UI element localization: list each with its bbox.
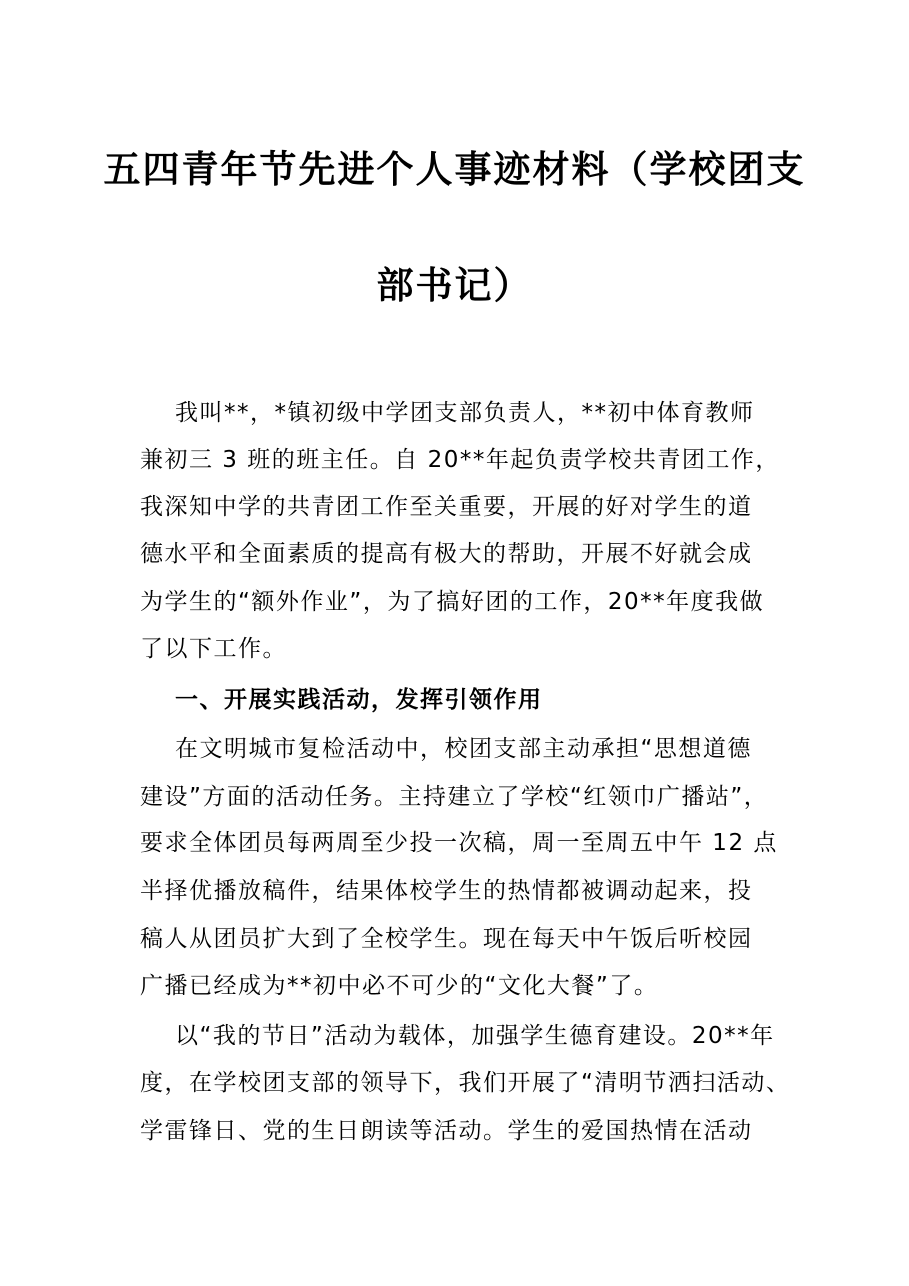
paragraph-2-line-3: 要求全体团员每两周至少投一次稿，周一至周五中午 12 点 <box>140 830 778 856</box>
document-title-line-1: 五四青年节先进个人事迹材料（学校团支 <box>103 148 806 191</box>
paragraph-3-line-2: 度，在学校团支部的领导下，我们开展了“清明节洒扫活动、 <box>140 1070 791 1096</box>
paragraph-1-line-2: 兼初三 3 班的班主任。自 20**年起负责学校共青团工作， <box>140 447 780 473</box>
paragraph-3-line-3: 学雷锋日、党的生日朗读等活动。学生的爱国热情在活动 <box>140 1118 753 1144</box>
paragraph-2-line-4: 半择优播放稿件，结果体校学生的热情都被调动起来，投 <box>140 878 753 904</box>
paragraph-1-line-3: 我深知中学的共青团工作至关重要，开展的好对学生的道 <box>140 494 753 520</box>
paragraph-2-line-2: 建设”方面的活动任务。主持建立了学校“红领巾广播站”， <box>140 784 769 810</box>
document-title-line-2: 部书记） <box>376 264 533 307</box>
paragraph-1-line-4: 德水平和全面素质的提高有极大的帮助，开展不好就会成 <box>140 541 753 567</box>
paragraph-2-line-1: 在文明城市复检活动中，校团支部主动承担“思想道德 <box>175 736 752 762</box>
section-heading-1: 一、开展实践活动，发挥引领作用 <box>175 687 543 713</box>
paragraph-3-line-1: 以“我的节日”活动为载体，加强学生德育建设。20**年 <box>175 1023 775 1049</box>
paragraph-2-line-5: 稿人从团员扩大到了全校学生。现在每天中午饭后听校园 <box>140 926 753 952</box>
paragraph-1-line-5: 为学生的“额外作业”，为了搞好团的工作，20**年度我做 <box>140 589 765 615</box>
paragraph-1-line-6: 了以下工作。 <box>140 636 287 662</box>
paragraph-2-line-6: 广播已经成为**初中必不可少的“文化大餐”了。 <box>140 973 659 999</box>
paragraph-1-line-1: 我叫**，*镇初级中学团支部负责人，**初中体育教师 <box>175 400 755 426</box>
